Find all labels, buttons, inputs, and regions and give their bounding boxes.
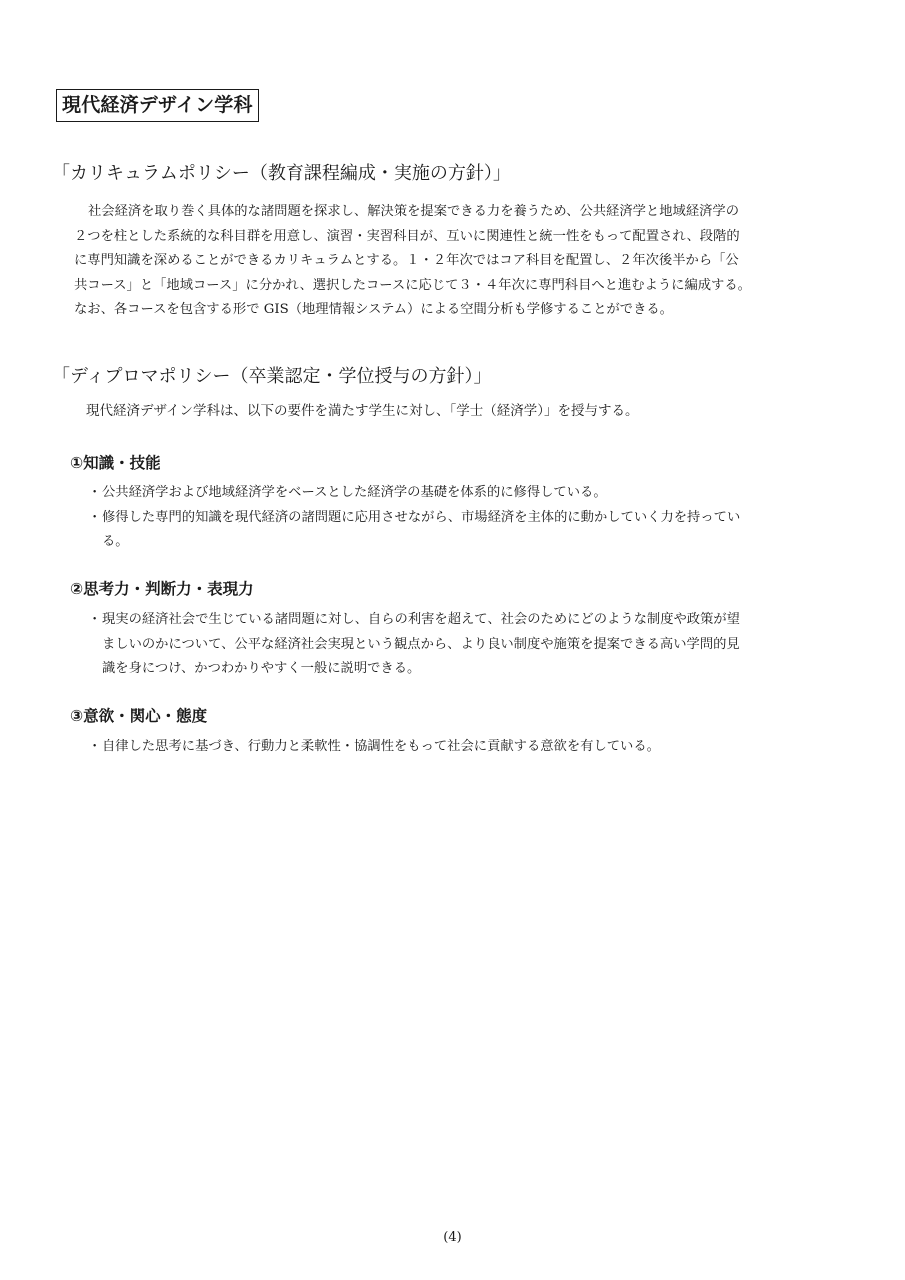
curriculum-policy-line: 共コース」と「地域コース」に分かれ、選択したコースに応じて３・４年次に専門科目へと進むように編成する。 — [74, 277, 751, 293]
list-item — [88, 506, 838, 555]
section-heading-knowledge: ①知識・技能 — [70, 454, 161, 472]
list-item — [88, 481, 838, 506]
section-heading-thinking: ②思考力・判断力・表現力 — [70, 580, 254, 598]
bullet-glyph: ・ — [88, 612, 102, 627]
section-heading-attitude: ③意欲・関心・態度 — [70, 707, 208, 725]
list-item-line: 識を身につけ、かつわかりやすく一般に説明できる。 — [102, 661, 421, 677]
curriculum-policy-text — [74, 200, 836, 323]
thinking-bullet-list — [88, 608, 838, 682]
list-item-line: る。 — [102, 534, 129, 550]
list-item-line: 自律した思考に基づき、行動力と柔軟性・協調性をもって社会に貢献する意欲を有している。 — [102, 739, 660, 754]
list-item — [88, 735, 838, 760]
list-item-line: 修得した専門的知識を現代経済の諸問題に応用させながら、市場経済を主体的に動かしていく力を持ってい — [102, 509, 741, 525]
curriculum-policy-line: なお、各コースを包含する形で GIS（地理情報システム）による空間分析も学修することができる。 — [74, 302, 673, 318]
page-number: (4) — [443, 1230, 462, 1245]
diploma-policy-intro: 現代経済デザイン学科は、以下の要件を満たす学生に対し、「学士（経済学）」を授与する。 — [86, 403, 639, 419]
list-item-line: 現実の経済社会で生じている諸問題に対し、自らの利害を超えて、社会のためにどのような制度や政策が望 — [102, 612, 740, 627]
attitude-bullet-list — [88, 735, 838, 760]
department-title: 現代経済デザイン学科 — [56, 89, 259, 122]
diploma-policy-heading: 「ディプロマポリシー（卒業認定・学位授与の方針）」 — [52, 366, 492, 387]
bullet-glyph: ・ — [88, 485, 102, 500]
bullet-glyph: ・ — [88, 739, 102, 754]
curriculum-policy-heading: 「カリキュラムポリシー（教育課程編成・実施の方針）」 — [52, 163, 511, 184]
bullet-glyph: ・ — [88, 509, 102, 525]
curriculum-policy-line: に専門知識を深めることができるカリキュラムとする。１・２年次ではコア科目を配置し、２年次後半から「公 — [74, 253, 739, 269]
knowledge-bullet-list — [88, 481, 838, 555]
curriculum-policy-line: ２つを柱とした系統的な科目群を用意し、演習・実習科目が、互いに関連性と統一性をもって配置され、段階的 — [74, 228, 740, 244]
list-item — [88, 608, 838, 682]
list-item-line: ましいのかについて、公平な経済社会実現という観点から、より良い制度や施策を提案できる高い学問的見 — [102, 636, 740, 652]
curriculum-policy-line: 社会経済を取り巻く具体的な諸問題を探求し、解決策を提案できる力を養うため、公共経済学と地域経済学の — [88, 204, 740, 219]
list-item-line: 公共経済学および地域経済学をベースとした経済学の基礎を体系的に修得している。 — [102, 485, 607, 500]
